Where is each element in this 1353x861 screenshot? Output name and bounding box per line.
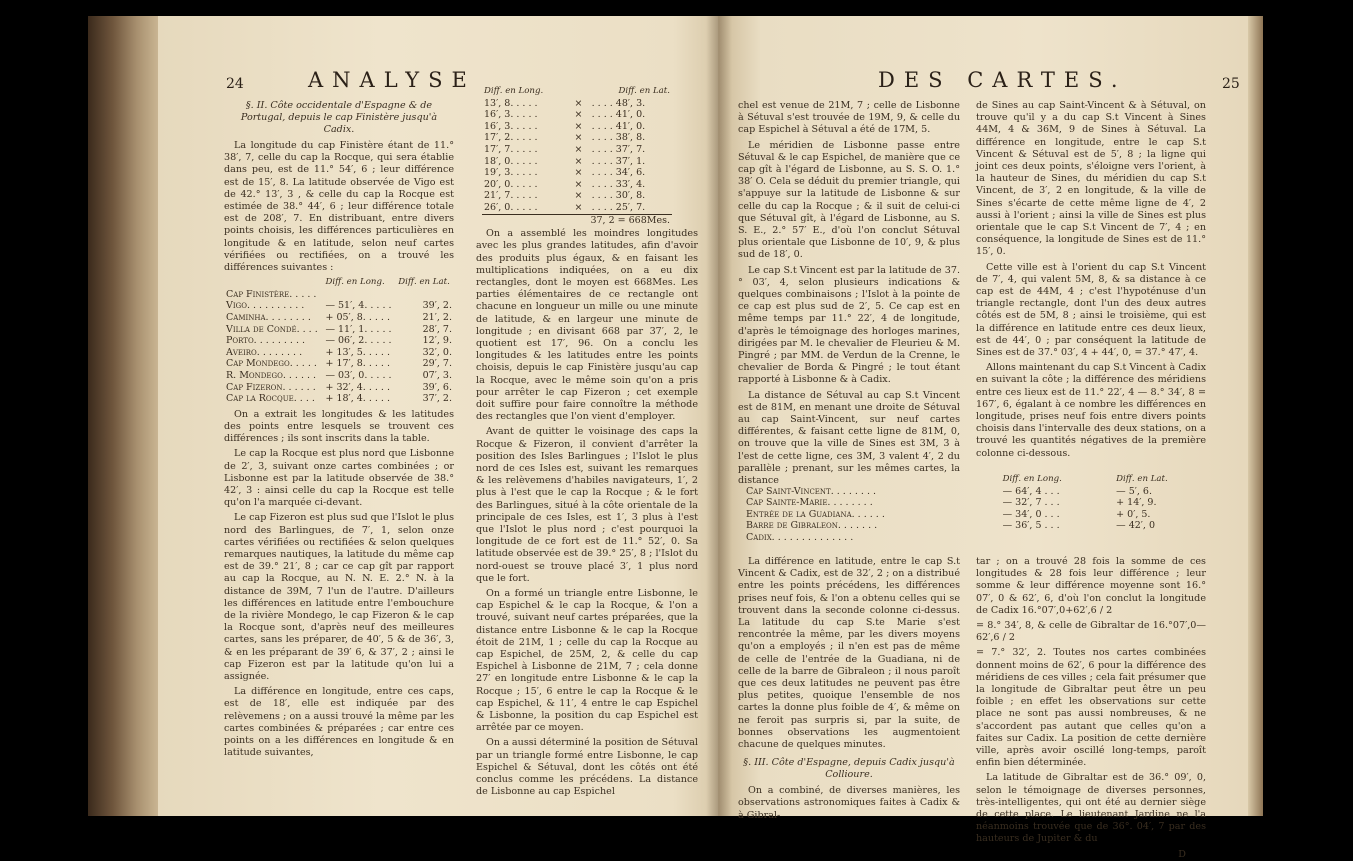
- left-column-2: [476, 86, 698, 801]
- rectangles-table: [482, 86, 672, 226]
- paragraph: La différence en latitude, entre le cap S.t Vincent & Cadix, est de 32′, 2 ; on a distribué entre les points précédens, les différences prises neuf fois, & l'on a obtenu celles qui se trouvent dans la seconde colonne ci-dessus. La latitude du cap S.te Marie s'est rencontrée la même, par les divers moyens qu'on a employés ; il n'en est pas de même de celle de l'entrée de la Guadiana, ni de celle de la barre de Gibraleon ; il nous paroît que ces deux latitudes ne peuvent pas être plus petites, quoique l'ensemble de nos cartes la donne plus foible de 4′, & même on ne feroit pas surpris si, par la suite, de bonnes observations les augmentoient chacune de quelques minutes.: [738, 556, 960, 751]
- table-row: 19′, 3. . . . . × . . . . 34′, 6.: [484, 167, 646, 179]
- page-number-right: 25: [1222, 76, 1240, 92]
- paragraph: La distance de Sétuval au cap S.t Vincent est de 81M, en menant une droite de Sétuval au cap Saint-Vincent, sur neuf cartes différentes, & faisant cette ligne de 81M, 0, on trouve que la ville de Sines est 3M, 3 à l'est de cette ligne, ces 3M, 3 valent 4′, 2 du parallèle ; prenant, sur les mêmes cartes, la distance: [738, 389, 960, 487]
- section-title: §. II. Côte occidentale d'Espagne & de Portugal, depuis le cap Finistère jusqu'à Cadix.: [240, 100, 438, 135]
- right-column-1-lower: [738, 556, 960, 825]
- differences-table-1: [224, 277, 454, 405]
- paragraph: La latitude de Gibraltar est de 36.° 09′, 0, selon le témoignage de diverses personnes, très-intelligentes, qui ont été au dernier siège de cette place. Le lieutenant Jardine ne l'a néanmoins trouvée que de 36°. 04′, 7 par des hauteurs de Jupiter & du: [976, 772, 1206, 845]
- right-column-2-lower: [976, 556, 1206, 861]
- paragraph: On a extrait les longitudes & les latitudes des points entre lesquels se trouvent ces différences ; ils sont inscrits dans la table.: [224, 408, 454, 445]
- table-row: Caminha. . . . . . . . + 05′, 8. . . . . 21′, 2.: [226, 312, 452, 324]
- paragraph: On a formé un triangle entre Lisbonne, le cap Espichel & le cap la Rocque, & l'on a trouvé, suivant neuf cartes préparées, que la distance entre Lisbonne & le cap la Rocque étoit de 21M, 1 ; celle du cap la Rocque au cap Espichel, de 25M, 2, & celle du cap Espichel à Lisbonne de 21M, 7 ; cela donne 27′ en longitude entre Lisbonne & le cap la Rocque ; 15′, 6 entre le cap la Rocque & le cap Espichel, & 11′, 4 entre le cap Espichel & Lisbonne, la position du cap Espichel est arrêtée par ce moyen.: [476, 588, 698, 734]
- right-column-1: [738, 100, 960, 490]
- table-header: Diff. en Long.: [484, 86, 544, 96]
- paragraph: Le méridien de Lisbonne passe entre Sétuval & le cap Espichel, de manière que ce cap gît à l'égard de Lisbonne, au S. S. O. 1.° 38′ O. Cela se déduit du premier triangle, qui s'appuye sur la latitude de Lisbonne & sur celle du cap la Rocque ; & il suit de celui-ci que Sétuval gît, à l'égard de Lisbonne, au S. S. E., 2.° 57′ E., d'où l'on conclut Sétuval plus orientale que Lisbonne de 10′, 9, & plus sud de 18′, 0.: [738, 139, 960, 261]
- paragraph: chel est venue de 21M, 7 ; celle de Lisbonne à Sétuval s'est trouvée de 19M, 9, & celle du cap Espichel à Sétuval a été de 17M, 5.: [738, 100, 960, 136]
- paragraph: La différence en longitude, entre ces caps, est de 18′, elle est indiquée par des relèvemens ; on a aussi trouvé la même par les cartes combinées & préparées ; car entre ces points on a les différences en longitude & en latitude suivantes,: [224, 686, 454, 759]
- table-header: Diff. en Long.: [1002, 474, 1062, 484]
- table-row: Cap Fizeron. . . . . . + 32′, 4. . . . . 39′, 6.: [226, 381, 452, 393]
- table-row: 18′, 0. . . . . × . . . . 37′, 1.: [484, 155, 646, 167]
- table-row: 16′, 3. . . . . × . . . . 41′, 0.: [484, 109, 646, 121]
- paragraph: Le cap Fizeron est plus sud que l'Islot le plus nord des Barlingues, de 7′, 1, selon onze cartes vérifiées ou rectifiées & selon quelques remarques nautiques, la latitude du même cap est de 39.° 21′, 8 ; car ce cap gît par rapport au cap la Rocque, au N. N. E. 2.° N. à la distance de 39M, 7 l'un de l'autre. D'ailleurs les différences en latitude entre l'embouchure de la rivière Mondego, le cap Fizeron & le cap la Rocque sont, d'après neuf des meilleures cartes, sans les préparer, de 40′, 5 & de 36′, 3, & en les préparant de 39′ 6, & 37′, 2 ; ainsi le cap Fizeron est par la latitude qu'on lui a assignée.: [224, 512, 454, 683]
- table-row: Cadix. . . . . . . . . . . . . .: [746, 531, 854, 543]
- running-head-left: ANALYSE: [308, 68, 476, 92]
- table-row: 13′, 8. . . . . × . . . . 48′, 3.: [484, 97, 646, 109]
- paragraph: Cette ville est à l'orient du cap S.t Vincent de 7′, 4, qui valent 5M, 8, & sa distance à ce cap est de 44M, 4 ; c'est l'hypoténuse d'un triangle rectangle, dont l'un des deux autres côtés est de 5M, 8 ; ainsi le troisième, qui est la différence en latitude entre ces deux lieux, est de 44′, 0 ; par conséquent la latitude de Sines est de 37.° 03′, 4 + 44′, 0, = 37.° 47′, 4.: [976, 261, 1206, 359]
- table-row: 20′, 0. . . . . × . . . . 33′, 4.: [484, 178, 646, 190]
- table-row: R. Mondego. . . . . . — 03′, 0. . . . . 07′, 3.: [226, 369, 452, 381]
- differences-table-2: [744, 474, 1214, 544]
- book-gutter: [706, 16, 732, 816]
- table-total: 37, 2 = 668Mes.: [482, 214, 672, 226]
- table-row: Cap Sainte-Marie. . . . . . . . — 32′, 7 . . . + 14′, 9.: [746, 497, 1157, 509]
- table-row: Barre de Gibraleon. . . . . . . — 36′, 5 . . . — 42′, 0: [746, 520, 1156, 532]
- table-row: 26′, 0. . . . . × . . . . 25′, 7.: [484, 201, 646, 213]
- table-header: [744, 474, 1001, 486]
- table-row: 17′, 2. . . . . × . . . . 38′, 8.: [484, 132, 646, 144]
- book-edge-right: [1248, 16, 1263, 816]
- table-row: 21′, 7. . . . . × . . . . 30′, 8.: [484, 190, 646, 202]
- page-number-left: 24: [226, 76, 244, 92]
- table-row: Cap la Rocque. . . . + 18′, 4. . . . . 37′, 2.: [226, 393, 452, 405]
- paragraph: Avant de quitter le voisinage des caps la Rocque & Fizeron, il convient d'arrêter la position des Isles Barlingues ; l'Islot le plus nord de ces Isles est, suivant les remarques & les relèvemens d'habiles navigateurs, 1′, 2 plus à l'est que le cap la Rocque ; & le fort des Barlingues, situé à la côte orientale de la principale de ces Isles, est 1′, 3 plus à l'est que l'Islot le plus nord ; c'est pourquoi la longitude de ce fort est de 11.° 52′, 0. Sa latitude observée est de 39.° 25′, 8 ; l'Islot du nord-ouest se trouve placé 3′, 1 plus nord que le fort.: [476, 426, 698, 584]
- paragraph: Allons maintenant du cap S.t Vincent à Cadix en suivant la côte ; la différence des méridiens entre ces lieux est de 11.° 22′, 4 — 8.° 34′, 8 = 167′, 6, égalant à ce nombre les différences en longitude, prises neuf fois entre divers points choisis dans l'intervalle des deux stations, on a trouvé les quantités négatives de la première colonne ci-dessous.: [976, 362, 1207, 459]
- book-edge-left: [88, 16, 158, 816]
- open-book: [88, 16, 1263, 860]
- running-head-right: DES CARTES.: [878, 68, 1127, 92]
- paragraph: On a combiné, de diverses manières, les observations astronomiques faites à Cadix & à Gibral-: [738, 785, 960, 821]
- table-row: Vigo. . . . . . . . . . — 51′, 4. . . . . 39′, 2.: [226, 300, 452, 312]
- paragraph: = 7.° 32′, 2. Toutes nos cartes combinées donnent moins de 62′, 6 pour la différence des méridiens de ces villes ; cela fait présumer que la longitude de Gibraltar peut être un peu foible ; en effet les observations sur cette place ne sont pas aussi nombreuses, & ne s'accordent pas autant que celles qu'on a faites sur Cadix. La position de cette dernière ville, après avoir oscillé long-temps, paroît enfin bien déterminée.: [976, 647, 1206, 769]
- left-page: [158, 16, 718, 816]
- table-row: Cap Mondego. . . . . + 17′, 8. . . . . 29′, 7.: [226, 358, 452, 370]
- paragraph: Le cap S.t Vincent est par la latitude de 37.° 03′, 4, selon plusieurs indications & quelques combinaisons ; l'Islot à la pointe de ce cap est plus sud de 2′, 5. Ce cap est en même temps par 11.° 22′, 4 de longitude, d'après le témoignage des horloges marines, dirigées par M. le chevalier de Fleurieu & M. Pingré ; par MM. de Verdun de la Crenne, le chevalier de Borda & Pingré ; le tout étant rapporté à Lisbonne & à Cadix.: [738, 264, 960, 386]
- table-header: [573, 86, 590, 98]
- paragraph: Le cap la Rocque est plus nord que Lisbonne de 2′, 3, suivant onze cartes combinées ; or Lisbonne est par la latitude observée de 38.° 42′, 3 : ainsi celle du cap la Rocque est telle qu'on l'a marquée ci-devant.: [224, 448, 454, 509]
- table-row: 16′, 3. . . . . × . . . . 41′, 0.: [484, 120, 646, 132]
- section-title: §. III. Côte d'Espagne, depuis Cadix jusqu'à Collioure.: [743, 757, 955, 781]
- paragraph: tar ; on a trouvé 28 fois la somme de ces longitudes & 28 fois leur différence ; leur somme & leur différence moyenne sont 16.° 07′, 0 & 62′, 6, d'où l'on conclut la longitude de Cadix 16.°07′,0+62′,6 / 2: [976, 556, 1206, 616]
- table-header: Diff. en Lat.: [398, 277, 450, 288]
- paragraph: On a aussi déterminé la position de Sétuval par un triangle formé entre Lisbonne, le cap Espichel & Sétuval, dont les côtés ont été conclus comme les précédens. La distance de Lisbonne au cap Espichel: [476, 737, 698, 798]
- left-column-1: [224, 100, 454, 762]
- table-row: Aveiro. . . . . . . . + 13′, 5. . . . . 32′, 0.: [226, 346, 452, 358]
- table-row: Entrée de la Guadiana. . . . . . — 34′, 0 . . . + 0′, 5.: [746, 508, 1151, 520]
- right-page: [718, 16, 1248, 860]
- table-header: Diff. en Lat.: [1116, 474, 1168, 484]
- paragraph: On a assemblé les moindres longitudes avec les plus grandes latitudes, afin d'avoir des produits plus égaux, & en faisant les multiplications indiquées, on a eu dix rectangles, dont le moyen est 668Mes. Les parties élémentaires de ce rectangle ont chacune en longueur un mille ou une minute de latitude, & en largeur une minute de longitude ; en divisant 668 par 37′, 2, le quotient est 17′, 96. On a conclu les longitudes & les latitudes entre les points choisis, depuis le cap Finistère jusqu'au cap la Rocque, avec le même soin qu'on a pris pour arrêter le cap Fizeron ; cet exemple doit suffire pour faire connoître la méthode des rectangles que l'on vient d'employer.: [476, 228, 698, 423]
- signature-mark: D: [1178, 848, 1186, 860]
- table-row: 17′, 7. . . . . × . . . . 37′, 7.: [484, 143, 646, 155]
- table-row: Cap Finistère. . . . .: [226, 288, 317, 300]
- paragraph: La longitude du cap Finistère étant de 11.° 38′, 7, celle du cap la Rocque, qui sera établie dans peu, est de 11.° 54′, 6 ; leur différence est de 15′, 8. La latitude observée de Vigo est de 42.° 13′, 3 , & celle du cap la Rocque est estimée de 38.° 44′, 6 ; leur différence totale est de 208′, 7. En distribuant, entre divers points choisis, les différences particulières en longitude & en latitude, selon neuf cartes vérifiées ou rectifiées, on a trouvé les différences suivantes :: [224, 140, 454, 274]
- table-header: [224, 277, 323, 289]
- paragraph: = 8.° 34′, 8, & celle de Gibraltar de 16.°07′,0—62′,6 / 2: [976, 620, 1206, 644]
- table-row: Porto. . . . . . . . . — 06′, 2. . . . . 12′, 9.: [226, 335, 452, 347]
- right-column-2: [976, 100, 1206, 463]
- table-header: Diff. en Long.: [325, 277, 385, 288]
- table-row: Cap Saint-Vincent. . . . . . . . — 64′, 4 . . . — 5′, 6.: [746, 485, 1152, 497]
- table-header: Diff. en Lat.: [618, 86, 670, 96]
- table-row: Villa de Condé. . . . — 11′, 1. . . . . 28′, 7.: [226, 323, 452, 335]
- paragraph: de Sines au cap Saint-Vincent & à Sétuval, on trouve qu'il y a du cap S.t Vincent à Sines 44M, 4 & 36M, 9 de Sines à Sétuval. La différence en longitude, entre le cap S.t Vincent & Sétuval est de 5′, 8 ; la ligne qui joint ces deux points, s'éloigne vers l'orient, à la hauteur de Sines, du méridien du cap S.t Vincent, de 3′, 2 en longitude, & la ville de Sines s'écarte de cette même ligne de 4′, 2 aussi à l'orient ; ainsi la ville de Sines est plus orientale que le cap S.t Vincent de 7′, 4 ; en conséquence, la longitude de Sines est de 11.° 15′, 0.: [976, 100, 1206, 258]
